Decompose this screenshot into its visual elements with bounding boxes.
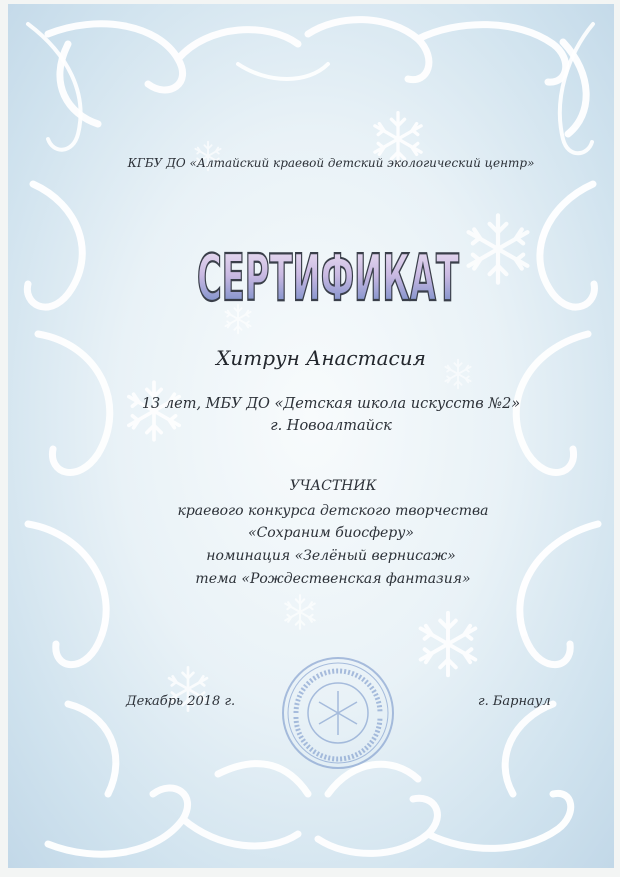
recipient-details: 13 лет, МБУ ДО «Детская школа искусств №2» — [141, 396, 521, 412]
contest-line-3: номинация «Зелёный вернисаж» — [206, 548, 456, 564]
certificate-date: Декабрь 2018 г. — [126, 694, 236, 709]
contest-line-2: «Сохраним биосферу» — [248, 525, 414, 541]
certificate-city: г. Барнаул — [478, 694, 551, 709]
recipient-city: г. Новоалтайск — [270, 418, 392, 434]
recipient-name: Хитрун Анастасия — [216, 346, 426, 370]
contest-line-4: тема «Рождественская фантазия» — [195, 571, 471, 587]
contest-line-1: краевого конкурса детского творчества — [177, 503, 489, 519]
title-text: СЕРТИФИКАТ — [197, 242, 460, 316]
official-stamp — [280, 655, 396, 771]
participant-role: УЧАСТНИК — [289, 478, 377, 494]
certificate-sheet — [8, 4, 614, 868]
certificate-title — [8, 226, 614, 316]
organization-name: КГБУ ДО «Алтайский краевой детский экологический центр» — [127, 156, 535, 170]
